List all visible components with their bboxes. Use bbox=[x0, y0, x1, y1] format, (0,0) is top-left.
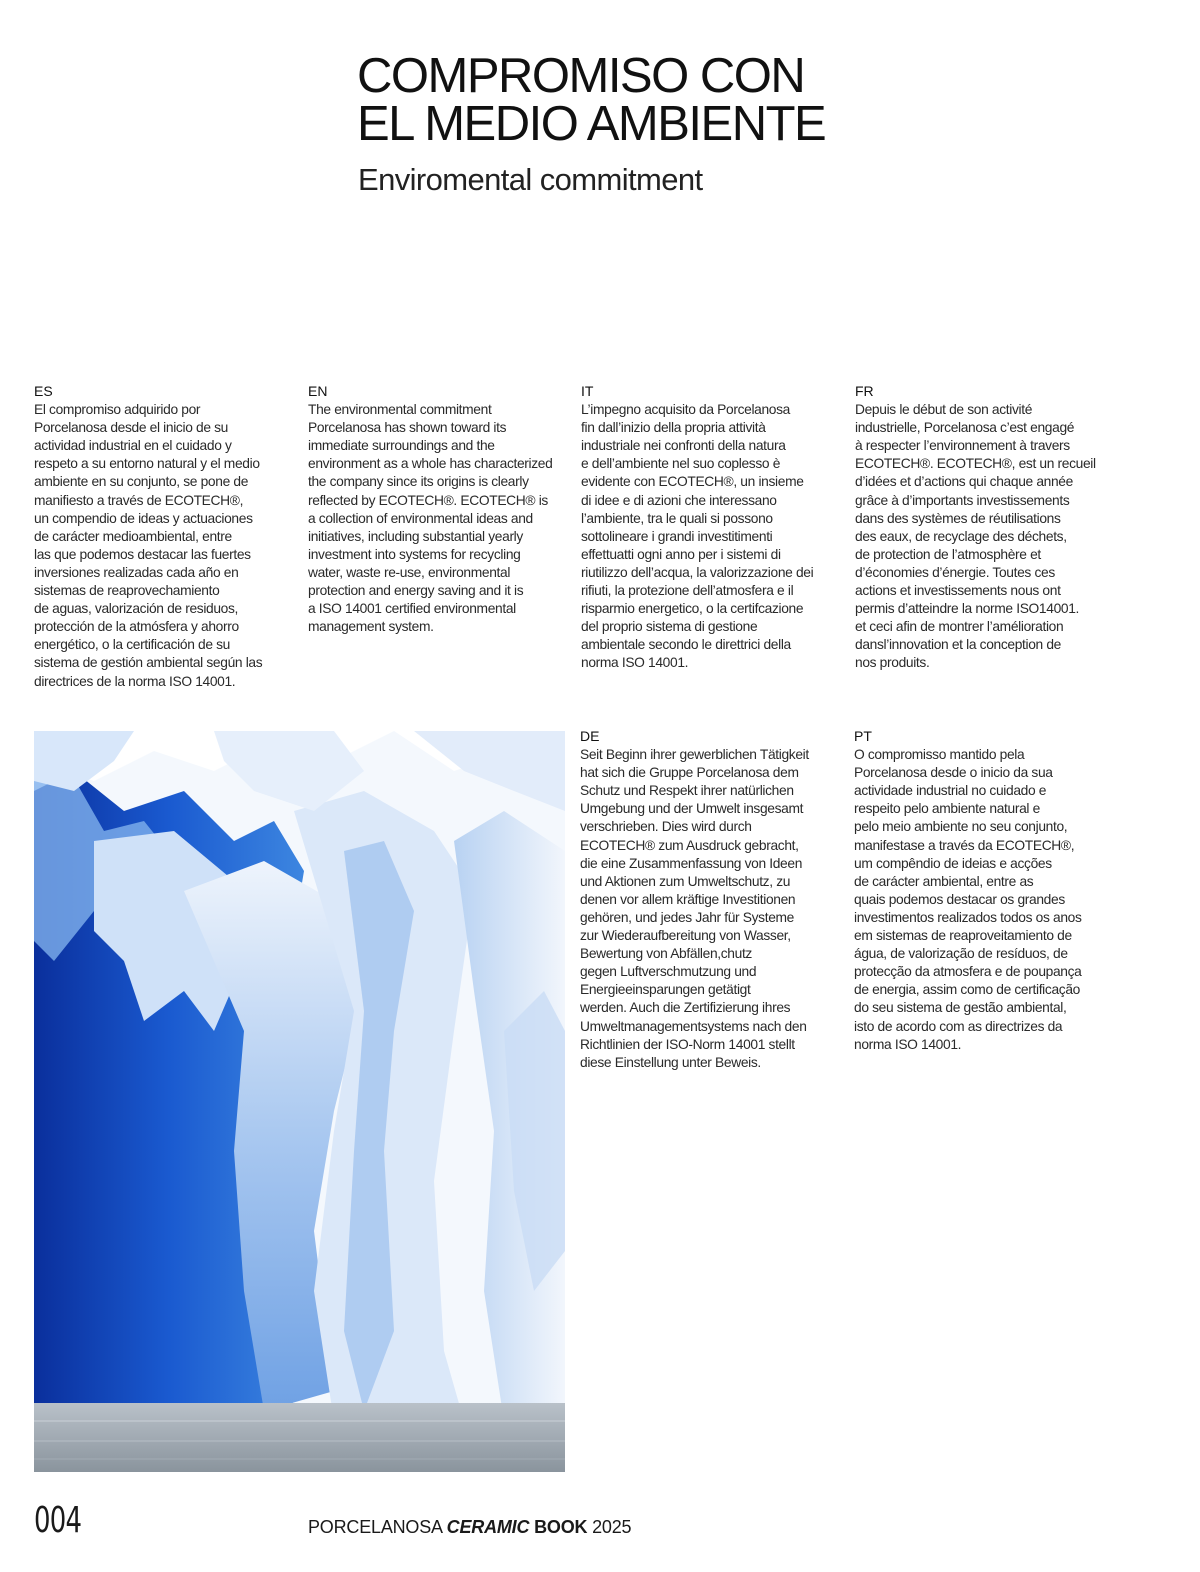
column-text: The environmental commitment Porcelanosa has shown toward its immediate surroundings and the environment as a whole has characterized the company since its origins is clearly reflected by ECOTECH®. ECOTECH® is a collection of environmental ideas and initiatives, including substantial yearly investment into systems for recycling water, waste re-use, environmental protection and energy saving and it is a ISO 14001 certified environmental management system. bbox=[308, 402, 553, 635]
column-text: El compromiso adquirido por Porcelanosa desde el inicio de su actividad industrial en el cuidado y respeto a su entorno natural y el medio ambiente en su conjunto, se pone de manifiesto a través de ECOTECH®, un compendio de ideas y actuaciones de carácter medioambiental, entre las que podemos destacar las fuertes inversiones realizadas cada año en sistemas de reaprovechamiento de aguas, valorización de residuos, protección de la atmósfera y ahorro energético, o la certificación de su sistema de gestión ambiental según las directrices de la norma ISO 14001. bbox=[34, 402, 263, 689]
language-label: EN bbox=[308, 383, 328, 399]
footer-ceramic: CERAMIC bbox=[446, 1517, 530, 1537]
glacier-photo bbox=[34, 731, 565, 1472]
language-label: FR bbox=[855, 383, 874, 399]
text-column-it bbox=[581, 382, 843, 673]
page-title bbox=[357, 49, 957, 151]
title-line-1: COMPROMISO CON bbox=[357, 49, 805, 103]
footer-brand: PORCELANOSA bbox=[308, 1517, 442, 1537]
column-text: Seit Beginn ihrer gewerblichen Tätigkeit hat sich die Gruppe Porcelanosa dem Schutz und Respekt ihrer natürlichen Umgebung und der Umwelt insgesamt verschrieben. Dies wird durch ECOTECH® zum Ausdruck gebracht, die eine Zusammenfassung von Ideen und Aktionen zum Umweltschutz, zu denen vor allem kräftige Investitionen gehören, und jedes Jahr für Systeme zur Wiederaufbereitung von Wasser, Bewertung von Abfällen,chutz gegen Luftverschmutzung und Energieeinsparungen getätigt werden. Auch die Zertifizierung ihres Umweltmanagementsystems nach den Richtlinien der ISO-Norm 14001 stellt diese Einstellung unter Beweis. bbox=[580, 747, 809, 1070]
title-line-2: EL MEDIO AMBIENTE bbox=[357, 97, 826, 151]
text-column-de bbox=[580, 727, 842, 1072]
page-number: 004 bbox=[34, 1500, 82, 1541]
text-column-fr bbox=[855, 382, 1117, 673]
language-label: ES bbox=[34, 383, 53, 399]
language-label: DE bbox=[580, 728, 600, 744]
language-label: IT bbox=[581, 383, 594, 399]
text-column-en bbox=[308, 382, 570, 636]
page-subtitle: Enviromental commitment bbox=[358, 162, 703, 197]
glacier-illustration bbox=[34, 731, 565, 1472]
column-text: L’impegno acquisito da Porcelanosa fin dall’inizio della propria attività industriale nei confronti della natura e dell’ambiente nel suo coplesso è evidente con ECOTECH®, un insieme di idee e di azioni che interessano l’ambiente, tra le quali si possono sottolineare i grandi investitimenti effettuatti ogni anno per i sistemi di riutilizzo dell’acqua, la valorizzazione dei rifiuti, la protezione dell’atmosfera e il risparmio energetico, o la certifcazione del proprio sistema di gestione ambientale secondo le direttrici della norma ISO 14001. bbox=[581, 402, 814, 671]
footer-year: 2025 bbox=[592, 1517, 632, 1537]
text-column-es bbox=[34, 382, 292, 691]
footer-brand-line bbox=[308, 1517, 631, 1538]
footer-book: BOOK bbox=[534, 1517, 588, 1537]
text-column-pt bbox=[854, 727, 1116, 1054]
column-text: Depuis le début de son activité industrielle, Porcelanosa c’est engagé à respecter l’environnement à travers ECOTECH®. ECOTECH®, est un recueil d’idées et d’actions qui chaque année grâce à d’importants investissements dans des systèmes de réutilisations des eaux, de recyclage des déchets, de protection de l’atmosphère et d’économies d’énergie. Toutes ces actions et investissements nous ont permis d’atteindre la norme ISO14001. et ceci afin de montrer l’amélioration dansl’innovation et la conception de nos produits. bbox=[855, 402, 1096, 671]
language-label: PT bbox=[854, 728, 872, 744]
column-text: O compromisso mantido pela Porcelanosa desde o inicio da sua actividade industrial no cuidado e respeito pelo ambiente natural e pelo meio ambiente no seu conjunto, manifestase a través da ECOTECH®, um compêndio de ideias e acções de carácter ambiental, entre as quais podemos destacar os grandes investimentos realizados todos os anos em sistemas de reaproveitamiento de água, de valorização de resíduos, de protecção da atmosfera e de poupança de energia, assim como de certificação do seu sistema de gestão ambiental, isto de acordo com as directrizes da norma ISO 14001. bbox=[854, 747, 1082, 1052]
